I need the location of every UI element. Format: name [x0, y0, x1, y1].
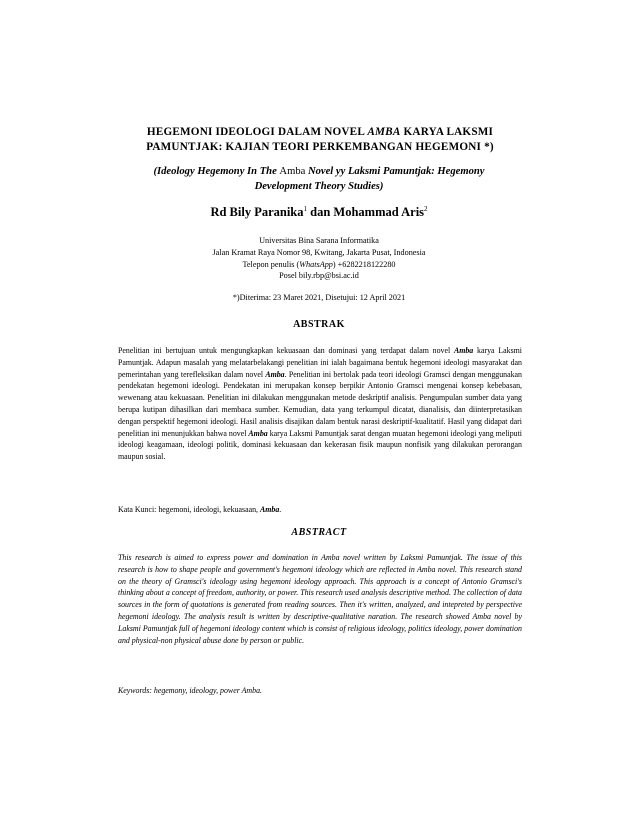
- abstrak-paragraph: Penelitian ini bertujuan untuk mengungkapkan kekuasaan dan dominasi yang terdapat dalam novel Amba karya Laksmi Pamuntjak. Adapun masalah yang melatarbelakangi penelitian ini ialah bagaimana bentuk hegemoni ideologi masyarakat dan pemerintahan yang terefleksikan dalam novel Amba. Penelitian ini bertolak pada teori ideologi Gramsci dengan menggunakan pendekatan hegemoni ideologi. Pendekatan ini merupakan konsep berpikir Antonio Gramsci mengenai konsep kebebasan, wewenang atau kekuasaan. Penelitian ini dilakukan menggunakan metode deskriptif analisis. Pengumpulan sumber data yang berupa kutipan dihasilkan dari membaca sumber. Kemudian, data yang terkumpul dicatat, dianalisis, dan diinterpretasikan dengan perspektif hegemoni ideologi. Hasil analisis disajikan dalam bentuk narasi deskriptif-kualitatif. Hasil yang didapat dari penelitian ini menunjukkan bahwa novel Amba karya Laksmi Pamuntjak sarat dengan muatan hegemoni ideologi yang meliputi ideologi keagamaan, ideologi politik, dominasi kekuasaan dan kekerasan fisik maupun nonfisik yang dilakukan perorangan maupun sosial.: [118, 346, 522, 462]
- author-line: Rd Bily Paranika$^1$ dan Mohammad Aris$^2$: [210, 205, 428, 220]
- keywords: Keywords: hegemony, ideology, power Amba.: [118, 686, 262, 695]
- affiliation-institution: Universitas Bina Sarana Informatika: [259, 236, 379, 245]
- abstrak-heading: ABSTRAK: [293, 319, 345, 330]
- kata-kunci: Kata Kunci: hegemoni, ideologi, kekuasaan, Amba.: [118, 505, 282, 514]
- affiliation-address: Jalan Kramat Raya Nomor 98, Kwitang, Jakarta Pusat, Indonesia: [212, 247, 426, 257]
- abstract-paragraph: This research is aimed to express power and domination in Amba novel written by Laksmi Pamuntjak. The issue of this research is how to shape people and government's hegemoni ideology which are reflected in Amba novel. This research stand on the theory of Gramsci's ideology using hegemoni ideology approach. This approach is a concept of Antonio Gramsci's thinking about a concept of freedom, authority, or power. This research used analysis descriptive method. The collection of data sources in the form of quotations is generated from reading sources. Then it's written, analyzed, and intepreted by perspective hegemoni ideology. The analysis result is written by descriptive-qualitative naration. The research showed Amba novel by Laksmi Pamuntjak full of hegemoni ideology content which is consist of religious ideology, politics ideology, power domination and physical-non physical abuse done by person or public.: [118, 553, 522, 645]
- paper-title: HEGEMONI IDEOLOGI DALAM NOVEL AMBA KARYA LAKSMI PAMUNTJAK: KAJIAN TEORI PERKEMBANGAN HEGEMONI *): [146, 126, 494, 153]
- paper-subtitle: (Ideology Hegemony In The Amba Novel yy Laksmi Pamuntjak: Hegemony Development Theory Studies): [153, 166, 485, 192]
- abstract-heading: ABSTRACT: [291, 527, 347, 538]
- received-accepted-dates: *)Diterima: 23 Maret 2021, Disetujui: 12 April 2021: [232, 293, 406, 302]
- affiliation-phone: Telepon penulis (WhatsApp) +6282218122280: [242, 259, 396, 269]
- affiliation-email: Posel bily.rbp@bsi.ac.id: [279, 271, 359, 281]
- affiliation-block: [160, 235, 478, 282]
